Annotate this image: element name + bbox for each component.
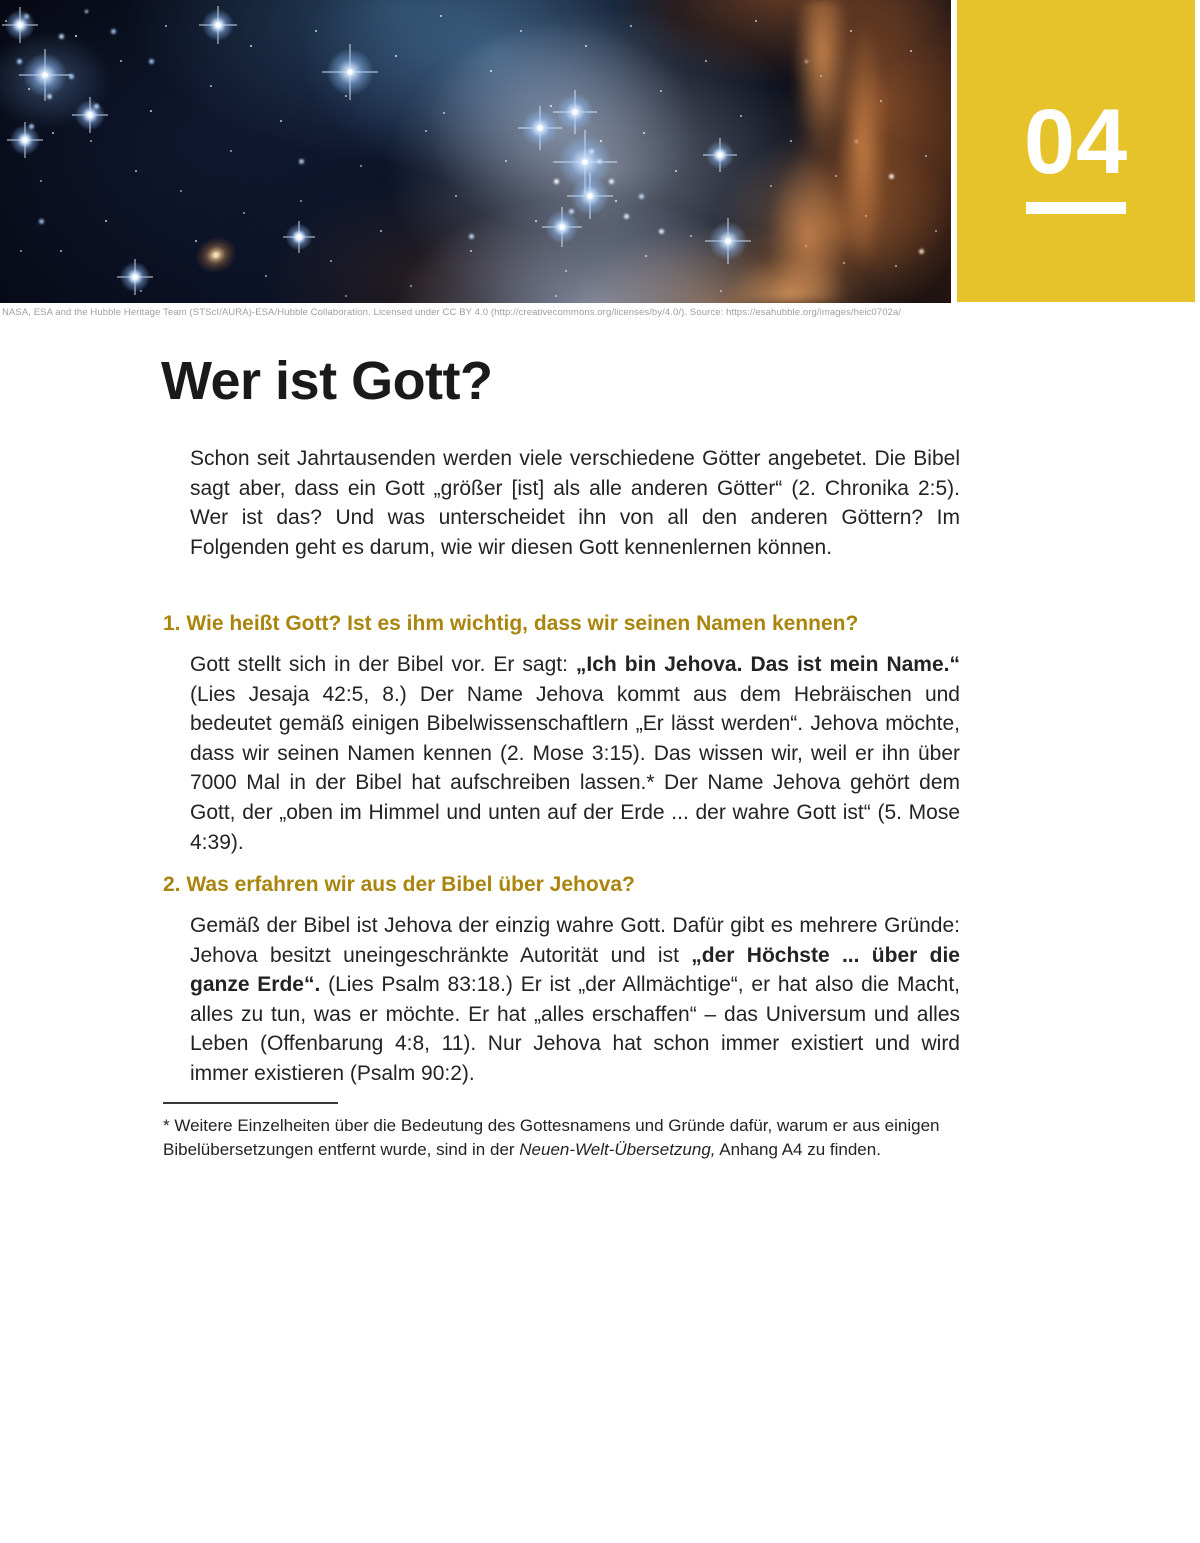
nebula-ridge	[611, 0, 951, 303]
diffraction-star-icon	[19, 49, 71, 101]
page-number-block	[957, 0, 1195, 302]
page-title: Wer ist Gott?	[161, 351, 493, 411]
diffraction-star-icon	[2, 7, 38, 43]
page-number-underline	[1026, 202, 1126, 214]
image-credit: NASA, ESA and the Hubble Heritage Team (STScI/AURA)-ESA/Hubble Collaboration. Licensed under CC BY 4.0 (http://creativecommons.org/licenses/by/4.0/). Source: https://esahubble.org/images/heic0702a/	[2, 307, 902, 318]
diffraction-star-icon	[553, 90, 597, 134]
star-field-bright-layer	[0, 0, 3, 3]
diffraction-star-icon	[322, 44, 378, 100]
hero-image	[0, 0, 951, 303]
diffraction-star-icon	[283, 221, 315, 253]
diffraction-star-icon	[7, 122, 43, 158]
spiral-galaxy-icon	[187, 230, 244, 280]
diffraction-star-icon	[542, 207, 582, 247]
diffraction-star-icon	[199, 6, 237, 44]
diffraction-star-icon	[117, 259, 153, 295]
page-number: 04	[1023, 91, 1129, 193]
diffraction-star-icon	[72, 97, 108, 133]
question-2-heading: 2. Was erfahren wir aus der Bibel über Jehova?	[163, 873, 635, 896]
question-2-paragraph: Gemäß der Bibel ist Jehova der einzig wahre Gott. Dafür gibt es mehrere Gründe: Jehova besitzt uneingeschränkte Autorität und ist „der Höchste ... über die ganze Erde“. (Lies Psalm 83:18.) Er ist „der Allmächtige“, er hat also die Macht, alles zu tun, was er möchte. Er hat „alles erschaffen“ – das Universum und alles Leben (Offenbarung 4:8, 11). Nur Jehova hat schon immer existiert und wird immer existieren (Psalm 90:2).	[190, 914, 961, 1085]
intro-paragraph: Schon seit Jahrtausenden werden viele verschiedene Götter angebetet. Die Bibel sagt aber, dass ein Gott „größer [ist] als alle anderen Götter“ (2. Chronika 2:5). Wer ist das? Und was unterscheidet ihn von all den anderen Göttern? Im Folgenden geht es darum, wie wir diesen Gott kennenlernen können.	[190, 447, 960, 559]
question-1-heading: 1. Wie heißt Gott? Ist es ihm wichtig, dass wir seinen Namen kennen?	[163, 612, 859, 635]
footnote-divider	[163, 1102, 338, 1104]
footnote: * Weitere Einzelheiten über die Bedeutung des Gottesnamens und Gründe dafür, warum er aus einigen Bibelübersetzungen entfernt wurde, sind in der Neuen-Welt-Übersetzung, Anhang A4 zu finden.	[163, 1116, 940, 1159]
question-1-paragraph: Gott stellt sich in der Bibel vor. Er sagt: „Ich bin Jehova. Das ist mein Name.“ (Lies Jesaja 42:5, 8.) Der Name Jehova kommt aus dem Hebräischen und bedeutet gemäß einigen Bibelwissenschaftlern „Er lässt werden“. Jehova möchte, dass wir seinen Namen kennen (2. Mose 3:15). Das wissen wir, weil er ihn über 7000 Mal in der Bibel hat aufschreiben lassen.* Der Name Jehova gehört dem Gott, der „oben im Himmel und unten auf der Erde ... der wahre Gott ist“ (5. Mose 4:39).	[190, 653, 960, 854]
